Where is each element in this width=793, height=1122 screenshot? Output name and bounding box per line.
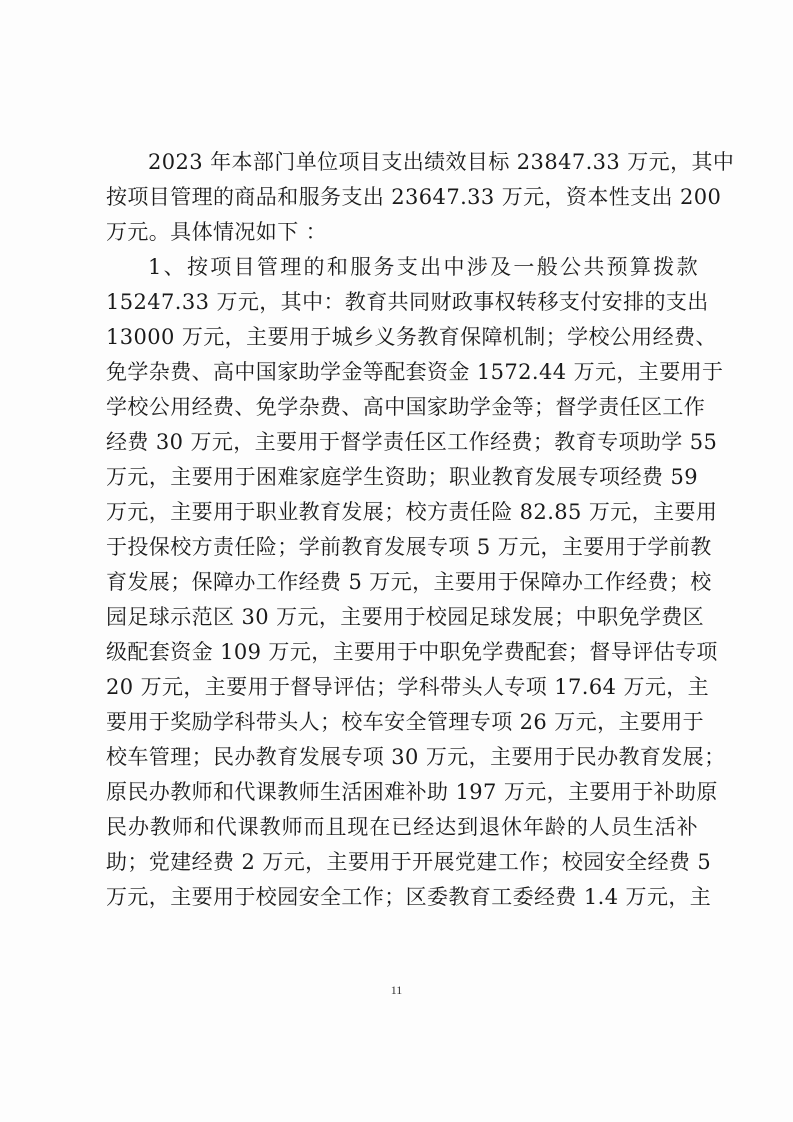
text-line: 万元，主要用于校园安全工作；区委教育工委经费 1.4 万元，主 [106,885,712,909]
page-number: 11 [390,983,403,997]
text-line: 2023 年本部门单位项目支出绩效目标 23847.33 万元，其中 [148,150,735,174]
text-line: 万元，主要用于职业教育发展；校方责任险 82.85 万元，主要用 [106,500,718,524]
body-text [106,145,735,915]
text-line: 学校公用经费、免学杂费、高中国家助学金等；督学责任区工作 [106,395,706,419]
text-line: 助；党建经费 2 万元，主要用于开展党建工作；校园安全经费 5 [106,850,712,874]
text-line: 要用于奖励学科带头人；校车安全管理专项 26 万元，主要用于 [106,710,705,734]
text-line: 万元。具体情况如下 ： [106,220,328,244]
text-line: 级配套资金 109 万元，主要用于中职免学费配套；督导评估专项 [106,640,718,664]
text-line: 万元，主要用于困难家庭学生资助；职业教育发展专项经费 59 [106,465,698,489]
text-line: 经费 30 万元，主要用于督学责任区工作经费；教育专项助学 55 [106,430,718,454]
text-line: 园足球示范区 30 万元，主要用于校园足球发展；中职免学费区 [106,605,705,629]
text-line: 免学杂费、高中国家助学金等配套资金 1572.44 万元，主要用于 [106,360,724,384]
text-line: 按项目管理的商品和服务支出 23647.33 万元，资本性支出 200 [106,185,722,209]
text-line: 民办教师和代课教师而且现在已经达到退休年龄的人员生活补 [106,815,698,839]
text-line: 15247.33 万元，其中：教育共同财政事权转移支付安排的支出 [106,290,709,314]
text-line: 1、按项目管理的和服务支出中涉及一般公共预算拨款 [148,255,698,279]
text-line: 原民办教师和代课教师生活困难补助 197 万元，主要用于补助原 [106,780,718,804]
text-line: 校车管理；民办教育发展专项 30 万元，主要用于民办教育发展； [106,745,726,769]
text-line: 20 万元，主要用于督导评估；学科带头人专项 17.64 万元，主 [106,675,710,699]
text-line: 育发展；保障办工作经费 5 万元，主要用于保障办工作经费；校 [106,570,712,594]
text-line: 13000 万元，主要用于城乡义务教育保障机制；学校公用经费、 [106,325,717,349]
text-line: 于投保校方责任险；学前教育发展专项 5 万元，主要用于学前教 [106,535,712,559]
